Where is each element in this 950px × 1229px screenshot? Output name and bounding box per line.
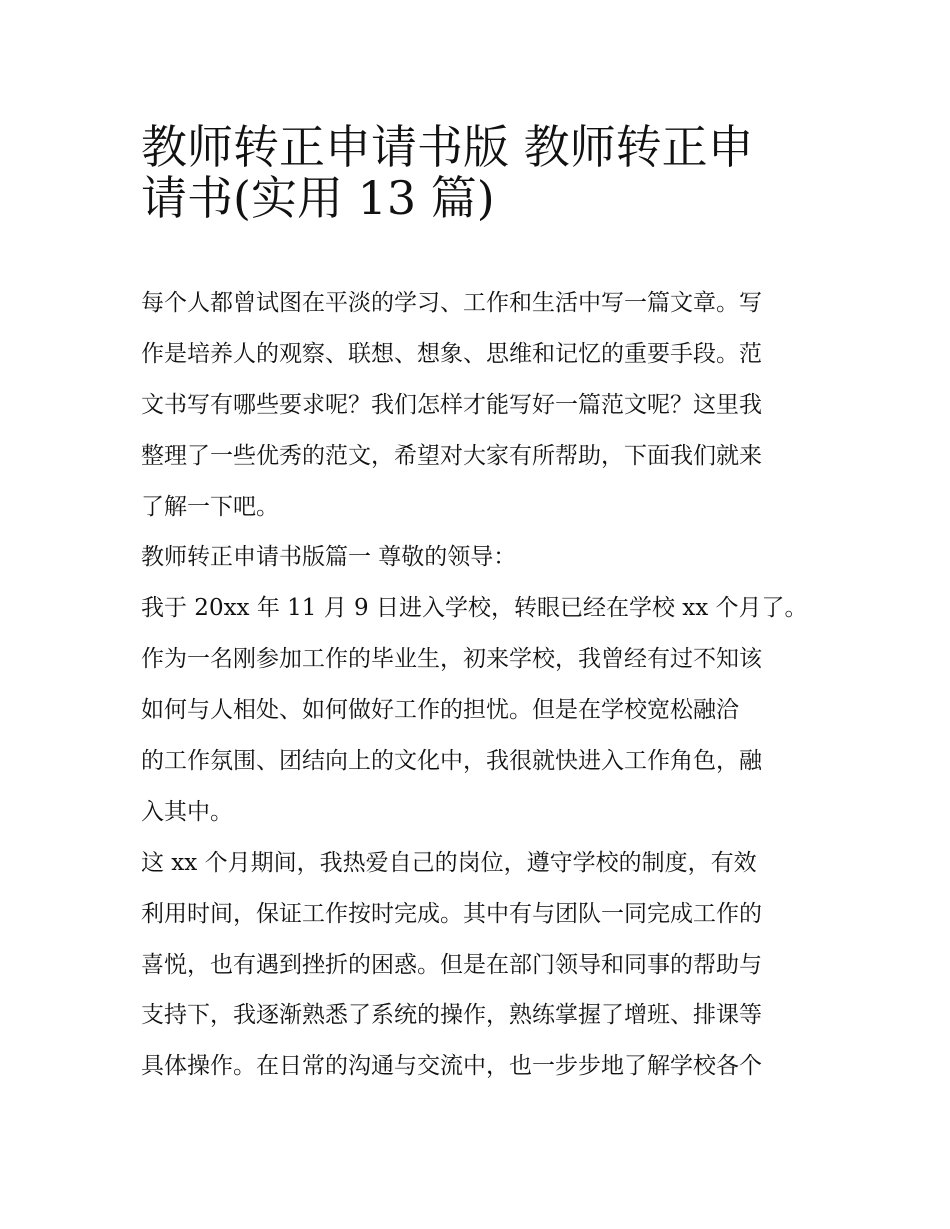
text-line: 利用时间，保证工作按时完成。其中有与团队一同完成工作的: [141, 900, 762, 927]
text-line: 教师转正申请书版篇一 尊敬的领导：: [141, 544, 517, 571]
intro-paragraph: [141, 278, 813, 532]
text-line: 整理了一些优秀的范文，希望对大家有所帮助，下面我们就来: [141, 442, 762, 469]
title-line-1: 教师转正申请书版 教师转正申: [141, 120, 754, 174]
text-line: 每个人都曾试图在平淡的学习、工作和生活中写一篇文章。写: [141, 290, 762, 316]
text-line: 作是培养人的观察、联想、想象、思维和记忆的重要手段。范: [141, 340, 762, 367]
document-title: [141, 112, 821, 225]
text-line: 文书写有哪些要求呢？我们怎样才能写好一篇范文呢？这里我: [141, 391, 762, 418]
text-line: 具体操作。在日常的沟通与交流中，也一步步地了解学校各个: [141, 1053, 762, 1080]
title-line-2: 请书(实用 13 篇): [141, 170, 495, 225]
text-line: 作为一名刚参加工作的毕业生，初来学校，我曾经有过不知该: [141, 646, 762, 673]
section-heading-paragraph: [141, 532, 813, 583]
body-paragraph-2: [141, 838, 813, 1092]
text-line: 了解一下吧。: [141, 493, 279, 520]
document-body: [141, 278, 813, 1092]
text-line: 这 xx 个月期间，我热爱自己的岗位，遵守学校的制度，有效: [141, 849, 757, 876]
text-line: 如何与人相处、如何做好工作的担忧。但是在学校宽松融洽: [141, 697, 739, 724]
text-line: 支持下，我逐渐熟悉了系统的操作，熟练掌握了增班、排课等: [141, 1002, 762, 1029]
text-line: 喜悦，也有遇到挫折的困惑。但是在部门领导和同事的帮助与: [141, 951, 762, 978]
body-paragraph-1: [141, 583, 813, 837]
text-line: 的工作氛围、团结向上的文化中，我很就快进入工作角色，融: [141, 748, 762, 775]
text-line: 入其中。: [141, 798, 233, 825]
text-line: 我于 20xx 年 11 月 9 日进入学校，转眼已经在学校 xx 个月了。: [141, 595, 808, 622]
